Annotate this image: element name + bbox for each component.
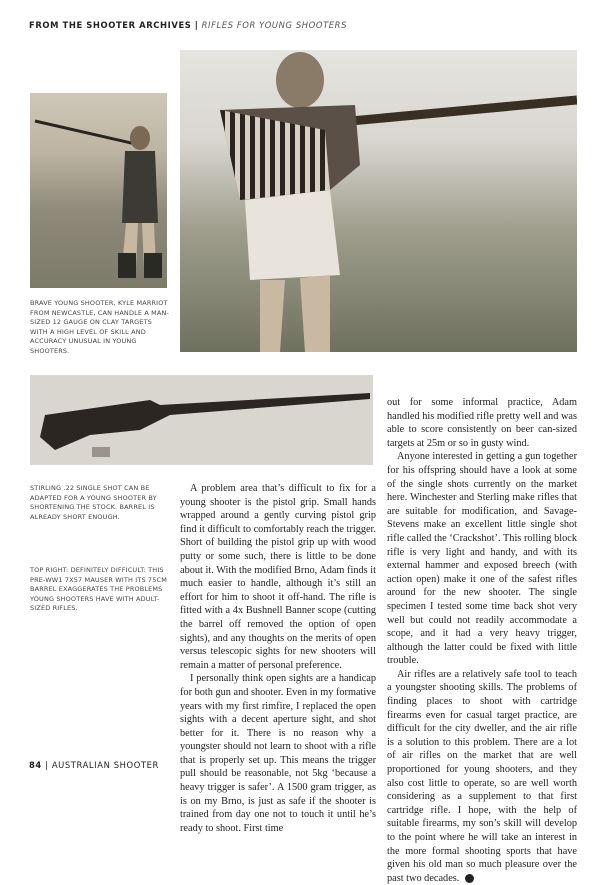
caption-stirling: STIRLING .22 SINGLE SHOT CAN BE ADAPTED FOR A YOUNG SHOOTER BY SHORTENING THE STOCK. BARREL IS ALREADY SHORT ENOUGH.: [30, 484, 157, 521]
body-column-1: [180, 482, 376, 835]
paragraph-text: Air rifles are a relatively safe tool to teach a youngster shooting skills. The problems of finding places to shoot with cartridge firearms even for casual target practice, are difficult for the city dweller, and the air rifle is a solution to this problem. There are a lot of air rifles on the market that are well proportioned for young shooters, and they also cost little to operate, so are well worth considering as a supplement to that first cartridge rifle. I hope, with the help of suitable firearms, my son’s skill will develop to the point where he will take an interest in the more formal shooting sports that have given his old man so much pleasure over the past two decades.: [387, 668, 577, 884]
caption-kyle: BRAVE YOUNG SHOOTER, KYLE MARRIOT FROM NEWCASTLE, CAN HANDLE A MAN-SIZED 12 GAUGE ON CLAY TARGETS WITH A HIGH LEVEL OF SKILL AND ACCURACY UNUSUAL IN YOUNG SHOOTERS.: [30, 299, 170, 355]
paragraph: A problem area that’s difficult to fix for a young shooter is the pistol grip. Small hands wrapped around a gently curving pistol grip find it difficult to comfortably reach the trigger. Short of building the pistol grip up with wood putty or some such, there is little to be done about it. With the modified Brno, Adam finds it much easier to handle, although it’s still an effort for him to shoot it off-hand. The rifle is fitted with a 4x Bushnell Banner scope (cutting the barrel off removed the option of open sights), and any thoughts on the merits of open versus telescopic sights for new shooters will remain a matter of personal preference.: [180, 483, 376, 671]
header-separator: |: [194, 20, 199, 30]
photo-stirling-rifle: [30, 375, 373, 465]
end-mark-icon: [465, 874, 474, 883]
photo-young-shooter-shotgun: [30, 93, 167, 288]
body-column-2: [387, 396, 577, 885]
publication-name: AUSTRALIAN SHOOTER: [51, 760, 159, 770]
running-header: [29, 20, 347, 30]
paragraph: out for some informal practice, Adam handled his modified rifle pretty well and was able to score consistently on beer can-sized targets at 25m or so in gusty wind.: [387, 397, 577, 449]
page-footer: [29, 760, 159, 770]
section-label: FROM THE SHOOTER ARCHIVES: [29, 20, 192, 30]
page-number: 84: [29, 760, 42, 770]
paragraph-last: [387, 668, 577, 885]
footer-separator: |: [45, 760, 49, 770]
paragraph: I personally think open sights are a handicap for both gun and shooter. Even in my formative years with my first rimfire, I replaced the open sights with a decent aperture sight, and shot better for it. There is no reason why a youngster should not learn to shoot with a rifle that is properly set up. This means the trigger pull should be reasonable, not 5kg ‘because a heavy trigger is safer’. A 1500 gram trigger, as is on my Brno, is just as safe if the shooter is trained from day one not to touch it until he’s ready to shoot. First time: [180, 673, 376, 834]
article-title: RIFLES FOR YOUNG SHOOTERS: [201, 20, 348, 30]
photo-boy-with-mauser: [180, 50, 577, 352]
paragraph: Anyone interested in getting a gun together for his offspring should have a look at some of the single shots currently on the market here. Winchester and Sterling make rifles that are suitable for modification, and Savage-Stevens make an excellent little single shot rifle called the ‘Crackshot’. This rolling block rifle is very light and handy, and with its external hammer and exposed breech (with action open) make it one of the safest rifles around for the new shooter. The single specimen I tested some time back shot very well but could not readily accommodate a scope, and it had a very heavy trigger, although the latter could be fixed with little trouble.: [387, 451, 577, 667]
caption-mauser: TOP RIGHT: DEFINITELY DIFFICULT: THIS PRE-WW1 7X57 MAUSER WITH ITS 75CM BARREL EXAGGERATES THE PROBLEMS YOUNG SHOOTERS HAVE WITH ADULT-SIZED RIFLES.: [30, 566, 167, 613]
